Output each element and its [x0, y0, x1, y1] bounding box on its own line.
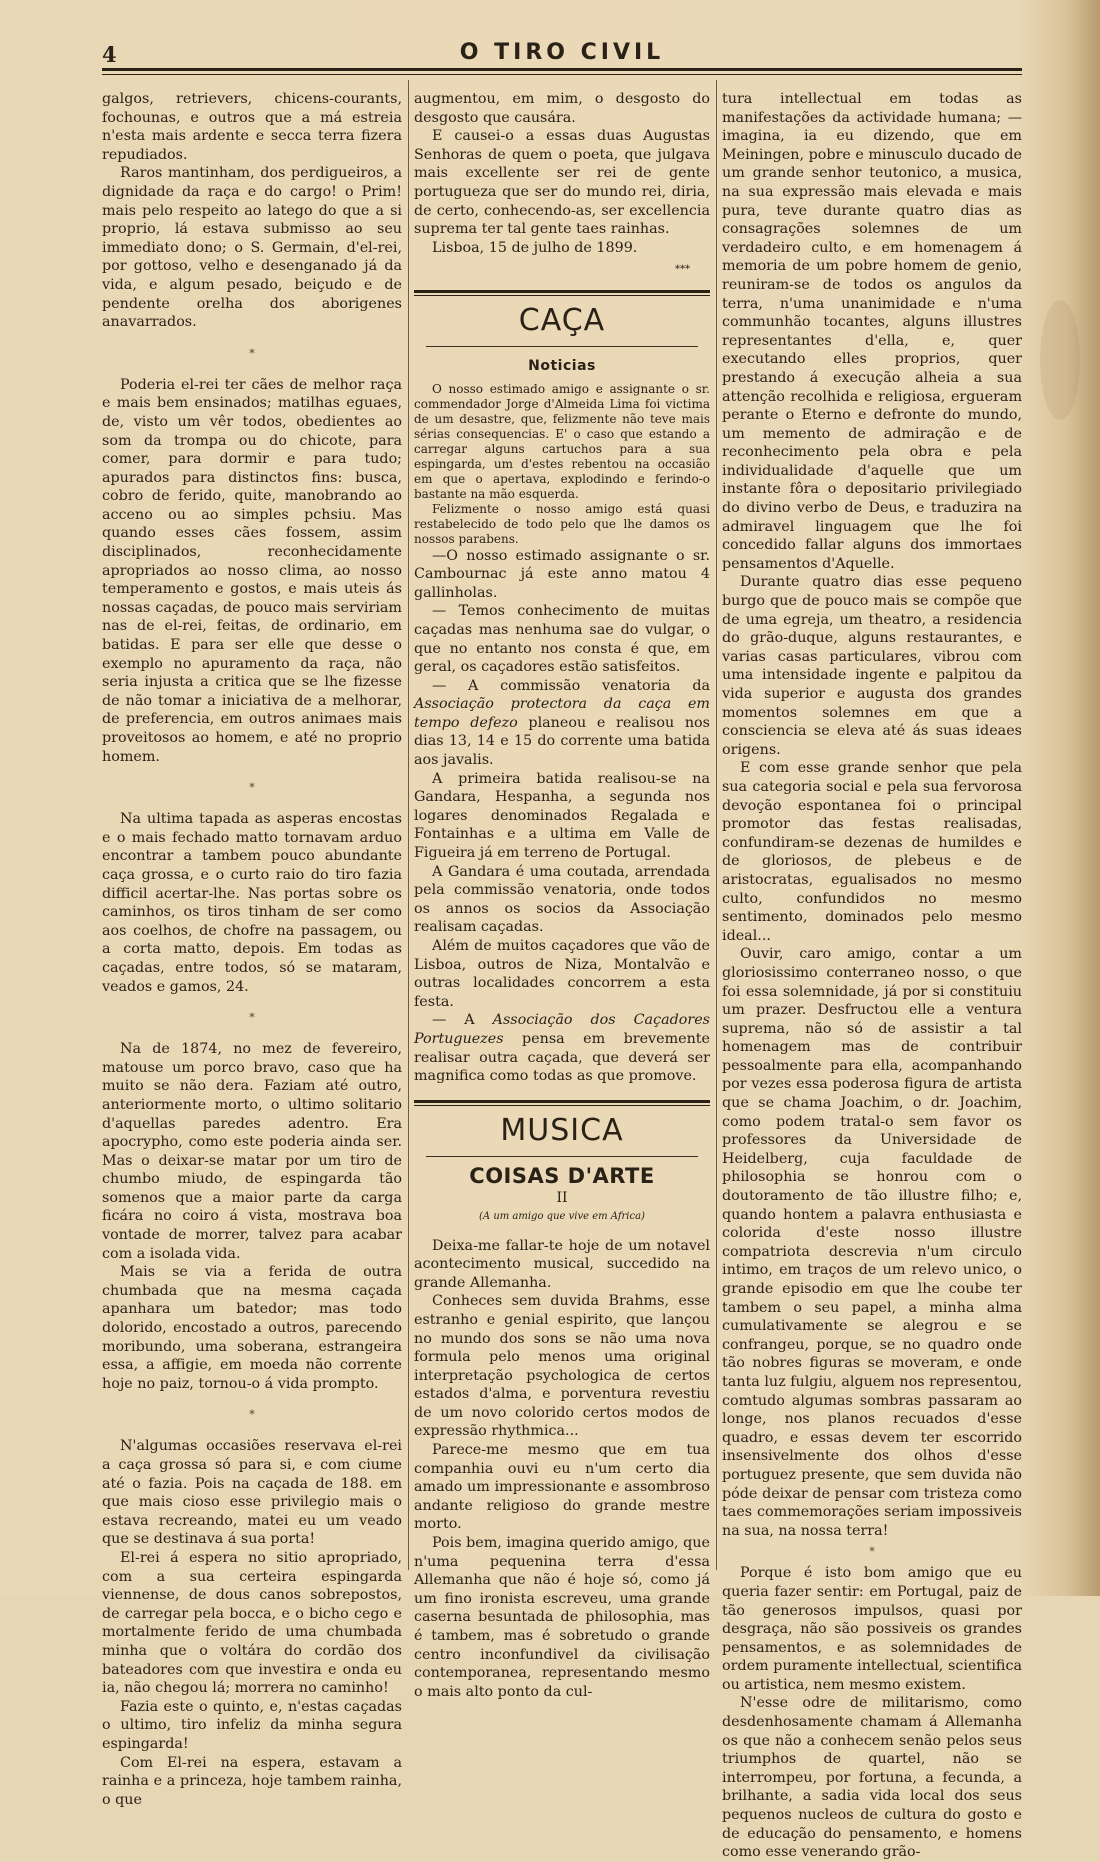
paragraph: Mais se via a ferida de outra chumbada que na mesma caçada apanhara um batedor; mas todo dolorido, encostado a outros, parecendo moribundo, uma soberana, estrangeira essa, a affigie, em moeda não corrente hoje no paiz, tornou-o á vida prompto.	[102, 1264, 402, 1392]
column-divider	[716, 80, 717, 1570]
section-star: *	[249, 1011, 255, 1025]
column-middle	[414, 90, 710, 1700]
paragraph: A Gandara é uma coutada, arrendada pela commissão venatoria, onde todos os annos os socios da Associação realisam caçadas.	[414, 863, 710, 936]
paragraph: El-rei á espera no sitio apropriado, com a sua certeira espingarda viennense, de dous canos sobrepostos, de carregar pela bocca, e o bicho cego e mortalmente ferido de uma chumbada minha que o voltára do cordão dos bateadores com que investira e onda eu ia, não chegou lá; morrera no caminho!	[102, 1549, 402, 1697]
paragraph: Durante quatro dias esse pequeno burgo que de pouco mais se compõe que de uma egreja, um theatro, a residencia do grão-duque, alguns restaurantes, e varias casas particulares, vibrou com uma intensidade ingente e palpitou da vida superior e augusta dos grandes momentos solemnes em que a consciencia se eleva até ás suas ideaes origens.	[722, 574, 1022, 758]
paragraph: N'algumas occasiões reservava el-rei a caça grossa só para si, e com ciume até o fazia. Pois na caçada de 188. em que mais cioso esse privilegio mais o estava recreando, matei eu um veado que se destinava á sua porta!	[102, 1438, 402, 1548]
paragraph: Na de 1874, no mez de fevereiro, matouse um porco bravo, caso que ha muito se não dera. Faziam até outro, anteriormente morto, o ultimo solitario d'aquellas paredes adentro. Era apocrypho, como este poderia ainda ser. Mas o deixar-se matar por um tiro de chumbo miudo, de espingarda tão somenos que a maior parte da carga ficára no coiro á vista, mostrava boa vontade de morrer, talvez para acabar com a isolada vida.	[102, 1041, 402, 1262]
paragraph: Raros mantinham, dos perdigueiros, a dignidade da raça e do cargo! o Prim! mais pelo respeito ao latego do que a si proprio, lá estava submisso ao seu immediato dono; o S. Germain, d'el-rei, por gottoso, velho e desenganado já da vida, e algum pesado, beiçudo e de pendente orelha dos aborigenes anavarrados.	[102, 165, 402, 331]
subsection-rule	[426, 1156, 698, 1157]
paragraph: A primeira batida realisou-se na Gandara, Hespanha, a segunda nos logares denominados Regalada e Fontainhas e a ultima em Valle de Figueira já em terreno de Portugal.	[414, 770, 710, 862]
news-item: Felizmente o nosso amigo está quasi restabelecido de todo pelo que lhe damos os nossos parabens.	[414, 501, 710, 546]
section-rule-thin	[414, 295, 710, 296]
dateline: Lisboa, 15 de julho de 1899.	[432, 239, 638, 256]
paragraph: —O nosso estimado assignante o sr. Cambournac já este anno matou 4 gallinholas.	[414, 547, 710, 601]
paragraph: Porque é isto bom amigo que eu queria fazer sentir: em Portugal, paiz de tão generosos impulsos, quasi por desgraça, não são possiveis os grandes pensamentos, e as solemnidades de ordem puramente intellectual, scientifica ou artistica, nem mesmo existem.	[722, 1565, 1022, 1693]
text-run: — A	[432, 1012, 493, 1029]
section-star: *	[249, 781, 255, 795]
header-rule-thick	[102, 68, 1022, 71]
paragraph: Além de muitos caçadores que vão de Lisboa, outros de Niza, Montalvão e outras localidades concorrem a esta festa.	[414, 938, 710, 1010]
section-title-musica: MUSICA	[500, 1112, 624, 1148]
paragraph: tura intellectual em todas as manifestações da actividade humana; — imagina, ia eu dizendo, que em Meiningen, pobre e minusculo ducado de um grande senhor teutonico, a musica, na sua expressão mais elevada e mais pura, teve durante quatro dias as consagrações solemnes de um verdadeiro culto, e em homenagem á memoria de um pobre homem de genio, reuniram-se de todos os angulos da terra, n'uma unanimidade e n'uma communhão tocantes, alguns illustres representantes d'ella, e, quer executando elles proprios, quer prestando á execução alheia a sua attenção recolhida e religiosa, ergueram perante o Eterno e defronte do mundo, um memento de admiração e de reconhecimento pela obra e pela individualidade d'aquelle que um instante fôra o depositario privilegiado do divino verbo de Deus, e traduzira na admiravel linguagem que lhe foi concedido fallar alguns dos immortaes pensamentos d'Aquelle.	[722, 91, 1022, 572]
paragraph	[414, 677, 710, 770]
association-name: Associação protectora da caça em tempo defezo	[414, 696, 710, 731]
column-right	[722, 90, 1022, 1861]
news-item: O nosso estimado amigo e assignante o sr. commendador Jorge d'Almeida Lima foi victima de um desastre, que, felizmente não teve mais sérias consequencias. E' o caso que estando a carregar alguns cartuchos para a sua espingarda, um d'estes rebentou na occasião em que o apertava, explodindo e ferindo-o bastante na mão esquerda.	[414, 381, 710, 501]
newspaper-title: O TIRO CIVIL	[459, 40, 665, 65]
section-star: *	[249, 1408, 255, 1422]
section-rule-thick	[414, 1100, 710, 1103]
paragraph: E causei-o a essas duas Augustas Senhoras de quem o poeta, que julgava mais excellente ser rei de gente portugueza que ser do mundo rei, diria, de certo, conhecendo-as, ser excellencia suprema ter tal gente taes rainhas.	[414, 128, 710, 238]
subsection-rule	[426, 346, 698, 347]
article-dedication: (A um amigo que vive em Africa)	[479, 1210, 645, 1222]
paragraph: Com El-rei na espera, estavam a rainha e a princeza, hoje tambem rainha, o que	[102, 1754, 402, 1808]
paragraph: Pois bem, imagina querido amigo, que n'uma pequenina terra d'essa Allemanha que não é hoje só, como já um fino ironista escreveu, uma grande caserna besuntada de philosophia, mas é tambem, mas é sobretudo o grande centro inconfundivel da civilisação contemporanea, representando mesmo o mais alto ponto da cul-	[414, 1535, 710, 1700]
paragraph: Na ultima tapada as asperas encostas e o mais fechado matto tornavam arduo encontrar a tambem pouco abundante caça grossa, e o curto raio do tiro fazia difficil acertar-lhe. Nas portas sobre os caminhos, os tiros tinham de ser como aos coelhos, de chofre na passagem, ou a corta matto, depois. Em todas as caçadas, entre todos, só se mataram, veados e gamos, 24.	[102, 811, 402, 995]
signature-stars: ***	[675, 264, 690, 276]
paragraph: Fazia este o quinto, e, n'estas caçadas o ultimo, tiro infeliz da minha segura espingarda!	[102, 1698, 402, 1752]
paragraph: Ouvir, caro amigo, contar a um gloriosissimo conterraneo nosso, o que foi essa solemnidade, já por si constituiu um prazer. Desfructou elle a ventura suprema, não só de assistir a tal homenagem mas de contribuir pessoalmente para ella, acompanhando por vezes essa poderosa figura de artista que se chama Joachim, o dr. Joachim, como podem tratal-o sem favor os professores da Universidade de Heidelberg, cuja faculdade de philosophia se honrou com o doutoramento de tão illustre filho; e, quando hontem a palavra enthusiasta e colorida d'este nosso illustre compatriota descrevia n'um circulo intimo, em traços de um relevo unico, o grande episodio em que lhe coube ter tambem o seu papel, a minha alma cumulativamente se alegrou e se confrangeu, porque, se no quadro onde tão nobres figuras se moveram, e onde tanta luz fulgiu, alguem nos representou, comtudo algumas sombras passaram ao longe, nos planos recuados d'esse quadro, e essas devem ter escorrido insensivelmente dos olhos d'esse portuguez presente, que sem duvida não póde deixar de pensar com tristeza como taes commemorações seriam impossiveis na sua, na nossa terra!	[722, 946, 1022, 1539]
section-rule-thick	[414, 290, 710, 293]
text-run: pensa em brevemente realisar outra caçada, que deverá ser magnifica como todas as que promove.	[414, 1030, 710, 1085]
paragraph: Conheces sem duvida Brahms, esse estranho e genial espirito, que lançou no mundo dos sons se não uma nova formula pelo menos uma original interpretação psychologica de certos estados d'alma, e porventura revestiu de um novo colorido certos modos de expressão rhythmica...	[414, 1293, 710, 1440]
column-left	[102, 90, 402, 1808]
paragraph: Poderia el-rei ter cães de melhor raça e mais bem ensinados; matilhas eguaes, de, visto um vêr todos, obedientes ao som da trompa ou do chicote, para comer, para dormir e para tudo; apurados para distinctos fins: busca, cobro de ferido, quite, manobrando ao acceno ou ao simples pchsiu. Mas quando esses cães fossem, assim disciplinados, reconhecidamente apropriados ao nosso clima, ao nosso temperamento e gostos, e mais uteis ás nossas caçadas, de pouco mais serviriam nas de el-rei, feitas, de ordinario, em batidas. E para ser elle que desse o exemplo no apuramento da raça, não seria injusta a critica que se lhe fizesse de não tomar a iniciativa de a melhorar, de preferencia, em outros animaes mais proveitosos ao homem, e até no proprio homem.	[102, 376, 402, 765]
article-title: COISAS D'ARTE	[469, 1163, 655, 1188]
section-title-caca: CAÇA	[518, 302, 606, 338]
paragraph: E com esse grande senhor que pela sua categoria social e pela sua fervorosa devoção espontanea foi o principal promotor das festas realisadas, confundiram-se dezenas de humildes e de gloriosos, de plebeus e de aristocratas, egualisados no mesmo culto, confundidos no mesmo sentimento, dominados pelo mesmo ideal...	[722, 760, 1022, 944]
paragraph: galgos, retrievers, chicens-courants, fochounas, e outros que a má estreia n'esta mais ardente e secca terra fizera repudiados.	[102, 91, 402, 163]
paper-stain	[1040, 300, 1080, 420]
subsection-title-noticias: Noticias	[528, 357, 596, 374]
text-run: — A commissão venatoria da	[432, 677, 710, 694]
paragraph: N'esse odre de militarismo, como desdenhosamente chamam á Allemanha os que não a conhecem senão pelos seus triumphos de quartel, não se interrompeu, por fortuna, a fecunda, a brilhante, a sadia vida local dos seus pequenos nucleos de cultura do gosto e de educação do pensamento, e homens como esse venerando grão-	[722, 1695, 1022, 1861]
paragraph: — Temos conhecimento de muitas caçadas mas nenhuma sae do vulgar, o que no entanto nos consta é que, em geral, os caçadores estão satisfeitos.	[414, 603, 710, 676]
paragraph: Parece-me mesmo que em tua companhia ouvi eu n'um certo dia amado um impressionante e assombroso andante religioso do grande mestre morto.	[414, 1442, 710, 1533]
article-number: II	[556, 1190, 568, 1207]
text-run: planeou e realisou nos dias 13, 14 e 15 do corrente uma batida aos javalis.	[414, 714, 710, 769]
column-divider	[408, 80, 409, 1570]
page-number: 4	[102, 42, 117, 67]
section-star: *	[249, 346, 255, 360]
section-rule-thin	[414, 1105, 710, 1106]
paragraph: augmentou, em mim, o desgosto do desgosto que causára.	[414, 91, 710, 126]
association-name: Associação dos Caçadores Portuguezes	[414, 1012, 710, 1047]
section-star: *	[869, 1545, 875, 1559]
paragraph	[414, 1011, 710, 1085]
header-rule-thin	[102, 74, 1022, 75]
paragraph: Deixa-me fallar-te hoje de um notavel acontecimento musical, succedido na grande Allemanha.	[414, 1237, 710, 1291]
